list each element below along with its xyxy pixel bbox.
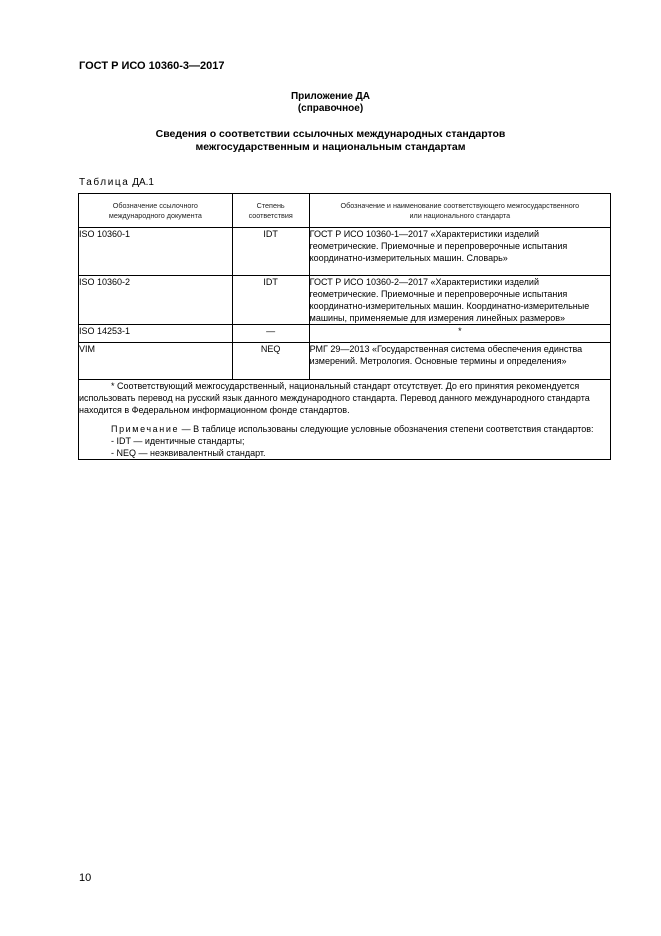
section-title-line2: межгосударственным и национальным стандартам xyxy=(195,141,466,153)
note-item-neq: - NEQ — неэквивалентный стандарт. xyxy=(111,448,266,458)
note-item-idt: - IDT — идентичные стандарты; xyxy=(111,436,245,446)
note-text: — В таблице использованы следующие условные обозначения степени соответствия стандартов: xyxy=(179,424,594,434)
cell-degree: IDT xyxy=(232,228,309,276)
table-row xyxy=(79,228,611,276)
header-international-doc: Обозначение ссылочного международного документа xyxy=(79,194,233,228)
document-header: ГОСТ Р ИСО 10360-3—2017 xyxy=(79,60,225,72)
table-header-row xyxy=(79,194,611,228)
annex-heading xyxy=(0,91,661,115)
table-note xyxy=(79,423,610,435)
cell-doc: ISO 14253-1 xyxy=(79,325,233,343)
header-national-standard: Обозначение и наименование соответствующего межгосударственного или национального стандарта xyxy=(309,194,610,228)
cell-doc: VIM xyxy=(79,343,233,380)
section-title xyxy=(0,128,661,154)
cell-degree: NEQ xyxy=(232,343,309,380)
table-caption-prefix: Таблица xyxy=(79,177,130,188)
cell-degree: IDT xyxy=(232,276,309,325)
annex-title: Приложение ДА xyxy=(290,91,371,102)
cell-standard: ГОСТ Р ИСО 10360-2—2017 «Характеристики изделий геометрические. Приемочные и перепроверочные испытания координатно-измерительных машин. Координатно-измерительные машины, применяемые для измерения линейных размеров» xyxy=(309,276,610,325)
correspondence-table xyxy=(78,193,611,460)
cell-standard: РМГ 29—2013 «Государственная система обеспечения единства измерений. Метрология. Основные термины и определения» xyxy=(309,343,610,380)
table-footnote: * Соответствующий межгосударственный, национальный стандарт отсутствует. До его принятия рекомендуется использовать перевод на русский язык данного международного стандарта. Перевод данного международного стандарта находится в Федеральном информационном фонде стандартов. xyxy=(79,381,590,415)
page-number: 10 xyxy=(79,872,92,884)
table-notes xyxy=(79,380,611,460)
table-notes-row xyxy=(79,380,611,460)
table-caption xyxy=(79,177,154,188)
cell-degree: — xyxy=(232,325,309,343)
table-row xyxy=(79,343,611,380)
cell-standard: * xyxy=(309,325,610,343)
table-caption-id: ДА.1 xyxy=(132,177,154,188)
table-row xyxy=(79,325,611,343)
annex-subtitle: (справочное) xyxy=(297,103,364,114)
table-row xyxy=(79,276,611,325)
cell-standard: ГОСТ Р ИСО 10360-1—2017 «Характеристики изделий геометрические. Приемочные и перепроверочные испытания координатно-измерительных машин. Словарь» xyxy=(309,228,610,276)
header-degree: Степень соответствия xyxy=(232,194,309,228)
cell-doc: ISO 10360-1 xyxy=(79,228,233,276)
note-label: Примечание xyxy=(111,424,180,434)
section-title-line1: Сведения о соответствии ссылочных международных стандартов xyxy=(155,128,506,140)
cell-doc: ISO 10360-2 xyxy=(79,276,233,325)
